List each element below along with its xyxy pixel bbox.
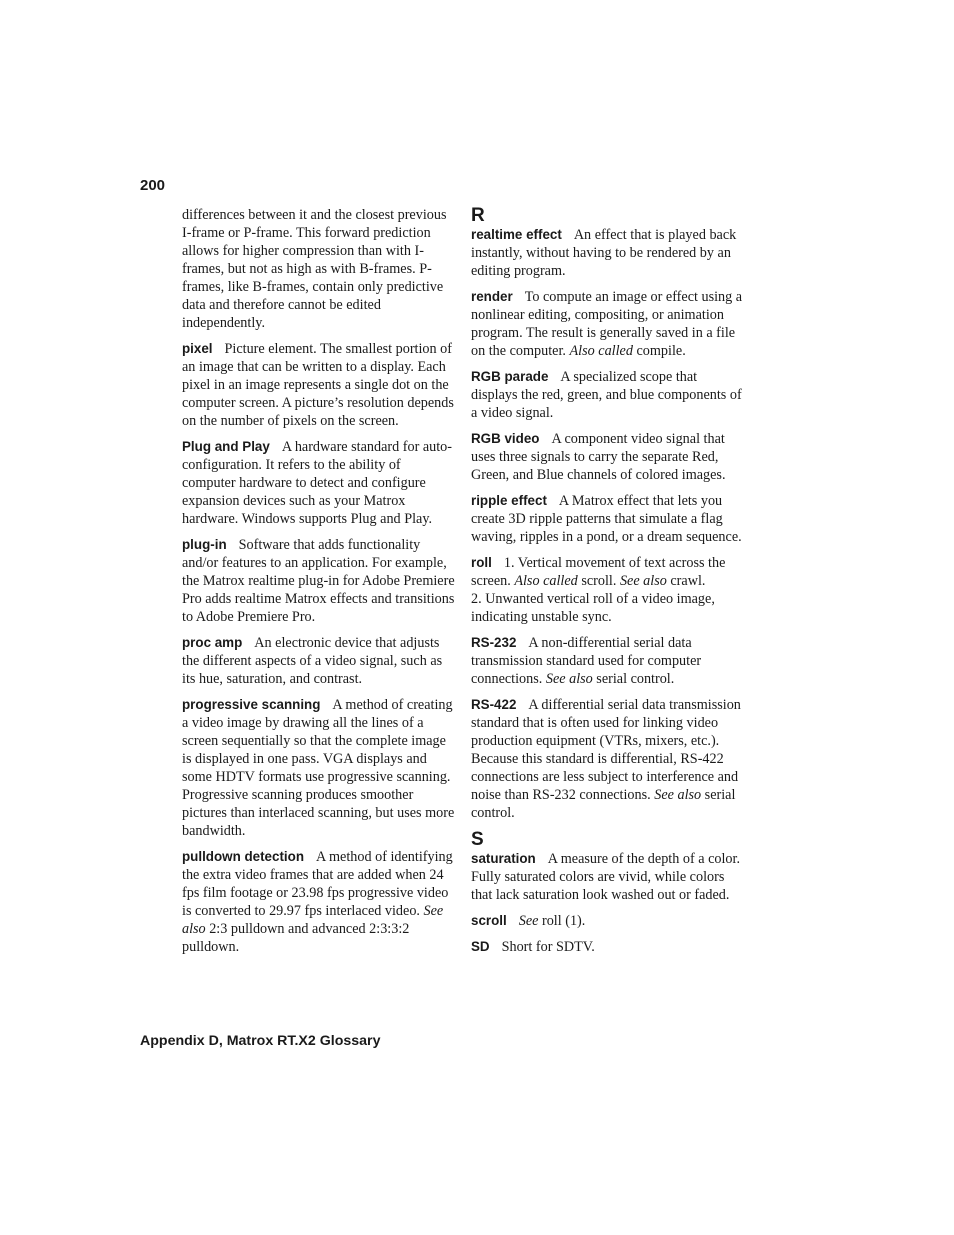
term: Plug and Play xyxy=(182,439,270,454)
definition: A Matrox effect that lets you create 3D ripple patterns that simulate a flag waving, ripples in a pond, or a dream sequence. xyxy=(471,493,742,545)
see-also-label: See also xyxy=(619,573,667,589)
glossary-entry-render xyxy=(471,288,743,360)
glossary-entry-saturation xyxy=(471,850,743,904)
term: pulldown detection xyxy=(182,849,304,864)
right-column xyxy=(471,206,743,964)
see-also-text: 2:3 pulldown and advanced 2:3:3:2 pulldown. xyxy=(182,921,410,955)
section-letter-s: S xyxy=(471,829,484,850)
glossary-entry-realtime-effect xyxy=(471,226,743,280)
term: SD xyxy=(471,939,490,954)
definition: A differential serial data transmission standard that is often used for linking video production equipment (VTRs, mixers, etc.). Because this standard is differential, RS-422 connections are less subject to interference and noise than RS-232 connections. xyxy=(471,697,741,803)
glossary-entry-progressive-scanning xyxy=(182,696,455,840)
also-called-text: scroll. xyxy=(581,573,617,589)
term: pixel xyxy=(182,341,213,356)
definition: An effect that is played back instantly, without having to be rendered by an editing program. xyxy=(471,227,737,279)
see-also-label: See also xyxy=(182,903,444,937)
definition: A method of identifying the extra video frames that are added when 24 fps film footage or 23.98 fps progressive video is converted to 29.97 fps interlaced video. xyxy=(182,849,453,919)
definition: A specialized scope that displays the red, green, and blue components of a video signal. xyxy=(471,369,742,421)
glossary-entry-proc-amp xyxy=(182,634,455,688)
glossary-entry-roll xyxy=(471,554,743,626)
glossary-entry-rs-232 xyxy=(471,634,743,688)
continued-definition: differences between it and the closest previous I-frame or P-frame. This forward prediction allows for higher compression than with I-frames, but not as high as with B-frames. P-frames, like B-frames, contain only predictive data and therefore cannot be edited independently. xyxy=(182,207,447,331)
also-called-label: Also called xyxy=(569,343,633,359)
glossary-entry-pixel xyxy=(182,340,455,430)
see-also-label: See also xyxy=(545,671,593,687)
definition: Short for SDTV. xyxy=(501,939,595,955)
see-text: roll (1). xyxy=(541,913,586,929)
glossary-entry-plug-in xyxy=(182,536,455,626)
definition-1: 1. Vertical movement of text across the screen. xyxy=(471,555,726,589)
term: RS-232 xyxy=(471,635,517,650)
see-also-text: crawl. xyxy=(670,573,706,589)
term: render xyxy=(471,289,513,304)
term: progressive scanning xyxy=(182,697,321,712)
see-also-text: serial control. xyxy=(471,787,736,821)
term: ripple effect xyxy=(471,493,547,508)
term: RS-422 xyxy=(471,697,517,712)
definition: A component video signal that uses three signals to carry the separate Red, Green, and Blue channels of colored images. xyxy=(471,431,726,483)
page-number: 200 xyxy=(140,177,166,194)
term: roll xyxy=(471,555,492,570)
definition: A hardware standard for auto-configuration. It refers to the ability of computer hardware to detect and configure expansion devices such as your Matrox hardware. Windows supports Plug and Play. xyxy=(182,439,452,527)
page-footer: Appendix D, Matrox RT.X2 Glossary xyxy=(140,1033,381,1049)
also-called-label: Also called xyxy=(514,573,578,589)
glossary-entry-sd xyxy=(471,938,743,956)
definition-2: 2. Unwanted vertical roll of a video image, indicating unstable sync. xyxy=(471,591,715,625)
glossary-entry-ripple-effect xyxy=(471,492,743,546)
term: proc amp xyxy=(182,635,243,650)
see-also-label: See also xyxy=(654,787,702,803)
also-called-text: compile. xyxy=(636,343,686,359)
term: plug-in xyxy=(182,537,227,552)
section-letter-r: R xyxy=(471,205,485,226)
term: scroll xyxy=(471,913,507,928)
glossary-entry-rs-422 xyxy=(471,696,743,822)
definition: To compute an image or effect using a nonlinear editing, compositing, or animation program. The result is generally saved in a file on the computer. xyxy=(471,289,743,359)
see-also-text: serial control. xyxy=(596,671,675,687)
term: realtime effect xyxy=(471,227,562,242)
glossary-entry-rgb-video xyxy=(471,430,743,484)
term: RGB parade xyxy=(471,369,549,384)
definition: Software that adds functionality and/or features to an application. For example, the Matrox realtime plug-in for Adobe Premiere Pro adds realtime Matrox effects and transitions to Adobe Premiere Pro. xyxy=(182,537,455,625)
term: RGB video xyxy=(471,431,540,446)
see-label: See xyxy=(518,913,539,929)
left-column xyxy=(182,206,455,964)
glossary-entry-plug-and-play xyxy=(182,438,455,528)
definition: A method of creating a video image by drawing all the lines of a screen sequentially so that the complete image is displayed in one pass. VGA displays and some HDTV formats use progressive scanning. Progressive scanning produces smoother pictures than interlaced scanning, but uses more bandwidth. xyxy=(182,697,455,839)
definition: A measure of the depth of a color. Fully saturated colors are vivid, while colors that lack saturation look washed out or faded. xyxy=(471,851,740,903)
glossary-entry-scroll xyxy=(471,912,743,930)
definition: Picture element. The smallest portion of an image that can be written to a display. Each pixel in an image represents a single dot on the computer screen. A picture’s resolution depends on the number of pixels on the screen. xyxy=(182,341,454,429)
definition: An electronic device that adjusts the different aspects of a video signal, such as its hue, saturation, and contrast. xyxy=(182,635,443,687)
term: saturation xyxy=(471,851,536,866)
glossary-entry-pulldown-detection xyxy=(182,848,455,956)
definition: A non-differential serial data transmission standard used for computer connections. xyxy=(471,635,702,687)
glossary-entry-rgb-parade xyxy=(471,368,743,422)
